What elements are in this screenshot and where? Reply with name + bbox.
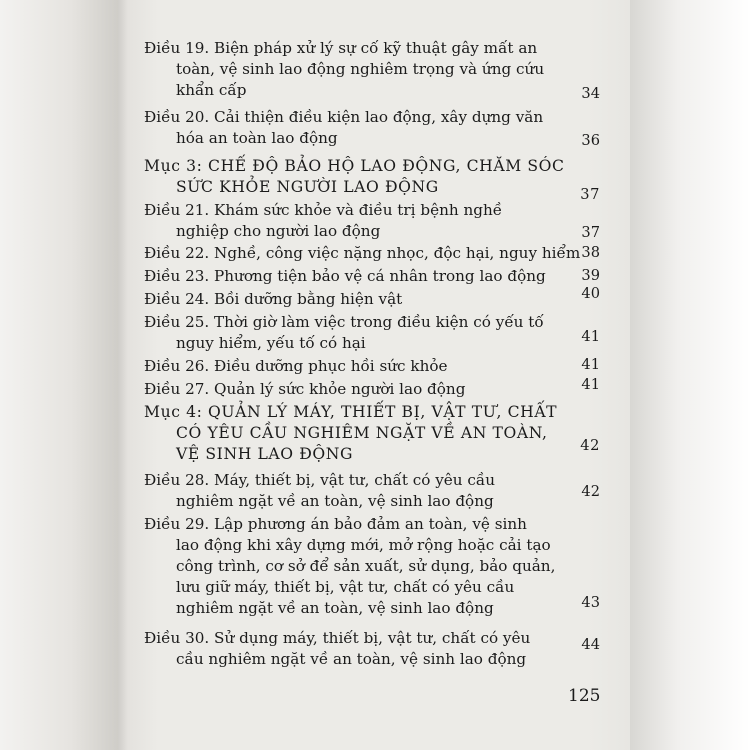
toc-page-number: 41 (581, 328, 600, 345)
toc-entry-text: Điều 20. Cải thiện điều kiện lao động, xây dựng văn (144, 108, 544, 126)
toc-entry-text: nguy hiểm, yếu tố có hại (176, 334, 366, 352)
section-heading: CÓ YÊU CẦU NGHIÊM NGẶT VỀ AN TOÀN, (176, 424, 548, 442)
toc-entry-text: Điều 30. Sử dụng máy, thiết bị, vật tư, chất có yêu (144, 629, 531, 647)
toc-entry-text: hóa an toàn lao động (176, 129, 338, 147)
toc-entry-text: lưu giữ máy, thiết bị, vật tư, chất có yêu cầu (176, 578, 515, 596)
toc-entry-dieu-27 (144, 376, 600, 400)
toc-page-number: 38 (581, 244, 600, 261)
toc-entry-text: công trình, cơ sở để sản xuất, sử dụng, bảo quản, (176, 557, 556, 575)
toc-entry-text: Điều 25. Thời giờ làm việc trong điều kiện có yếu tố (144, 313, 544, 331)
toc-page-number: 40 (581, 285, 600, 302)
toc-entry-text: Điều 22. Nghề, công việc nặng nhọc, độc hại, nguy hiểm (144, 244, 581, 262)
toc-page-number: 44 (581, 636, 600, 653)
toc-entry-dieu-24 (144, 285, 600, 310)
toc-page-number: 42 (580, 437, 600, 454)
toc-page-number: 41 (581, 356, 600, 373)
right-margin (630, 0, 750, 750)
toc-entry-dieu-30 (144, 628, 600, 670)
toc-entry-text: Điều 27. Quản lý sức khỏe người lao động (144, 380, 466, 398)
toc-page-number: 34 (581, 85, 600, 102)
toc-entry-text: nghiêm ngặt về an toàn, vệ sinh lao động (176, 492, 494, 510)
toc-entry-dieu-29 (144, 514, 600, 619)
left-margin-shadow (0, 0, 118, 750)
toc-entry-text: Điều 26. Điều dưỡng phục hồi sức khỏe (144, 357, 448, 375)
toc-entry-dieu-26 (144, 356, 600, 377)
toc-entry-text: Điều 19. Biện pháp xử lý sự cố kỹ thuật gây mất an (144, 39, 538, 57)
toc-section-muc-3 (144, 156, 600, 203)
toc-page-number: 41 (581, 376, 600, 393)
toc-entry-dieu-21 (144, 200, 600, 242)
toc-entry-text: toàn, vệ sinh lao động nghiêm trọng và ứng cứu (176, 60, 545, 78)
toc-entry-text: lao động khi xây dựng mới, mở rộng hoặc cải tạo (176, 536, 551, 554)
toc-entry-text: nghiệp cho người lao động (176, 222, 381, 240)
toc-entry-text: Điều 29. Lập phương án bảo đảm an toàn, vệ sinh (144, 515, 527, 533)
toc-entry-dieu-28 (144, 470, 600, 512)
toc-entry-text: Điều 21. Khám sức khỏe và điều trị bệnh nghề (144, 201, 503, 219)
section-heading: SỨC KHỎE NGƯỜI LAO ĐỘNG (176, 178, 439, 196)
toc-entry-dieu-22 (144, 243, 600, 264)
toc-section-muc-4 (144, 402, 600, 465)
toc-entry-text: Điều 24. Bồi dưỡng bằng hiện vật (144, 290, 403, 308)
toc-entry-dieu-19 (144, 38, 600, 101)
toc-entry-dieu-23 (144, 266, 600, 287)
toc-entry-dieu-20 (144, 107, 600, 149)
toc-entry-text: cầu nghiêm ngặt về an toàn, vệ sinh lao động (176, 650, 527, 668)
toc-page-number: 36 (581, 132, 600, 149)
toc-entry-dieu-25 (144, 312, 600, 354)
toc-page-number: 37 (581, 224, 600, 241)
section-heading: VỆ SINH LAO ĐỘNG (176, 445, 354, 463)
toc-page-number: 37 (580, 186, 600, 203)
folio-page-number: 125 (568, 686, 601, 706)
toc-entry-text: Điều 23. Phương tiện bảo vệ cá nhân trong lao động (144, 267, 546, 285)
toc-page-number: 39 (581, 267, 600, 284)
toc-page-number: 42 (581, 483, 600, 500)
toc-entry-text: khẩn cấp (176, 81, 247, 99)
toc-entry-text: Điều 28. Máy, thiết bị, vật tư, chất có yêu cầu (144, 471, 496, 489)
section-heading: Mục 3: CHẾ ĐỘ BẢO HỘ LAO ĐỘNG, CHĂM SÓC (144, 157, 565, 175)
section-heading: Mục 4: QUẢN LÝ MÁY, THIẾT BỊ, VẬT TƯ, CHẤT (144, 403, 558, 421)
toc-entry-text: nghiêm ngặt về an toàn, vệ sinh lao động (176, 599, 494, 617)
toc-page-number: 43 (581, 594, 600, 611)
